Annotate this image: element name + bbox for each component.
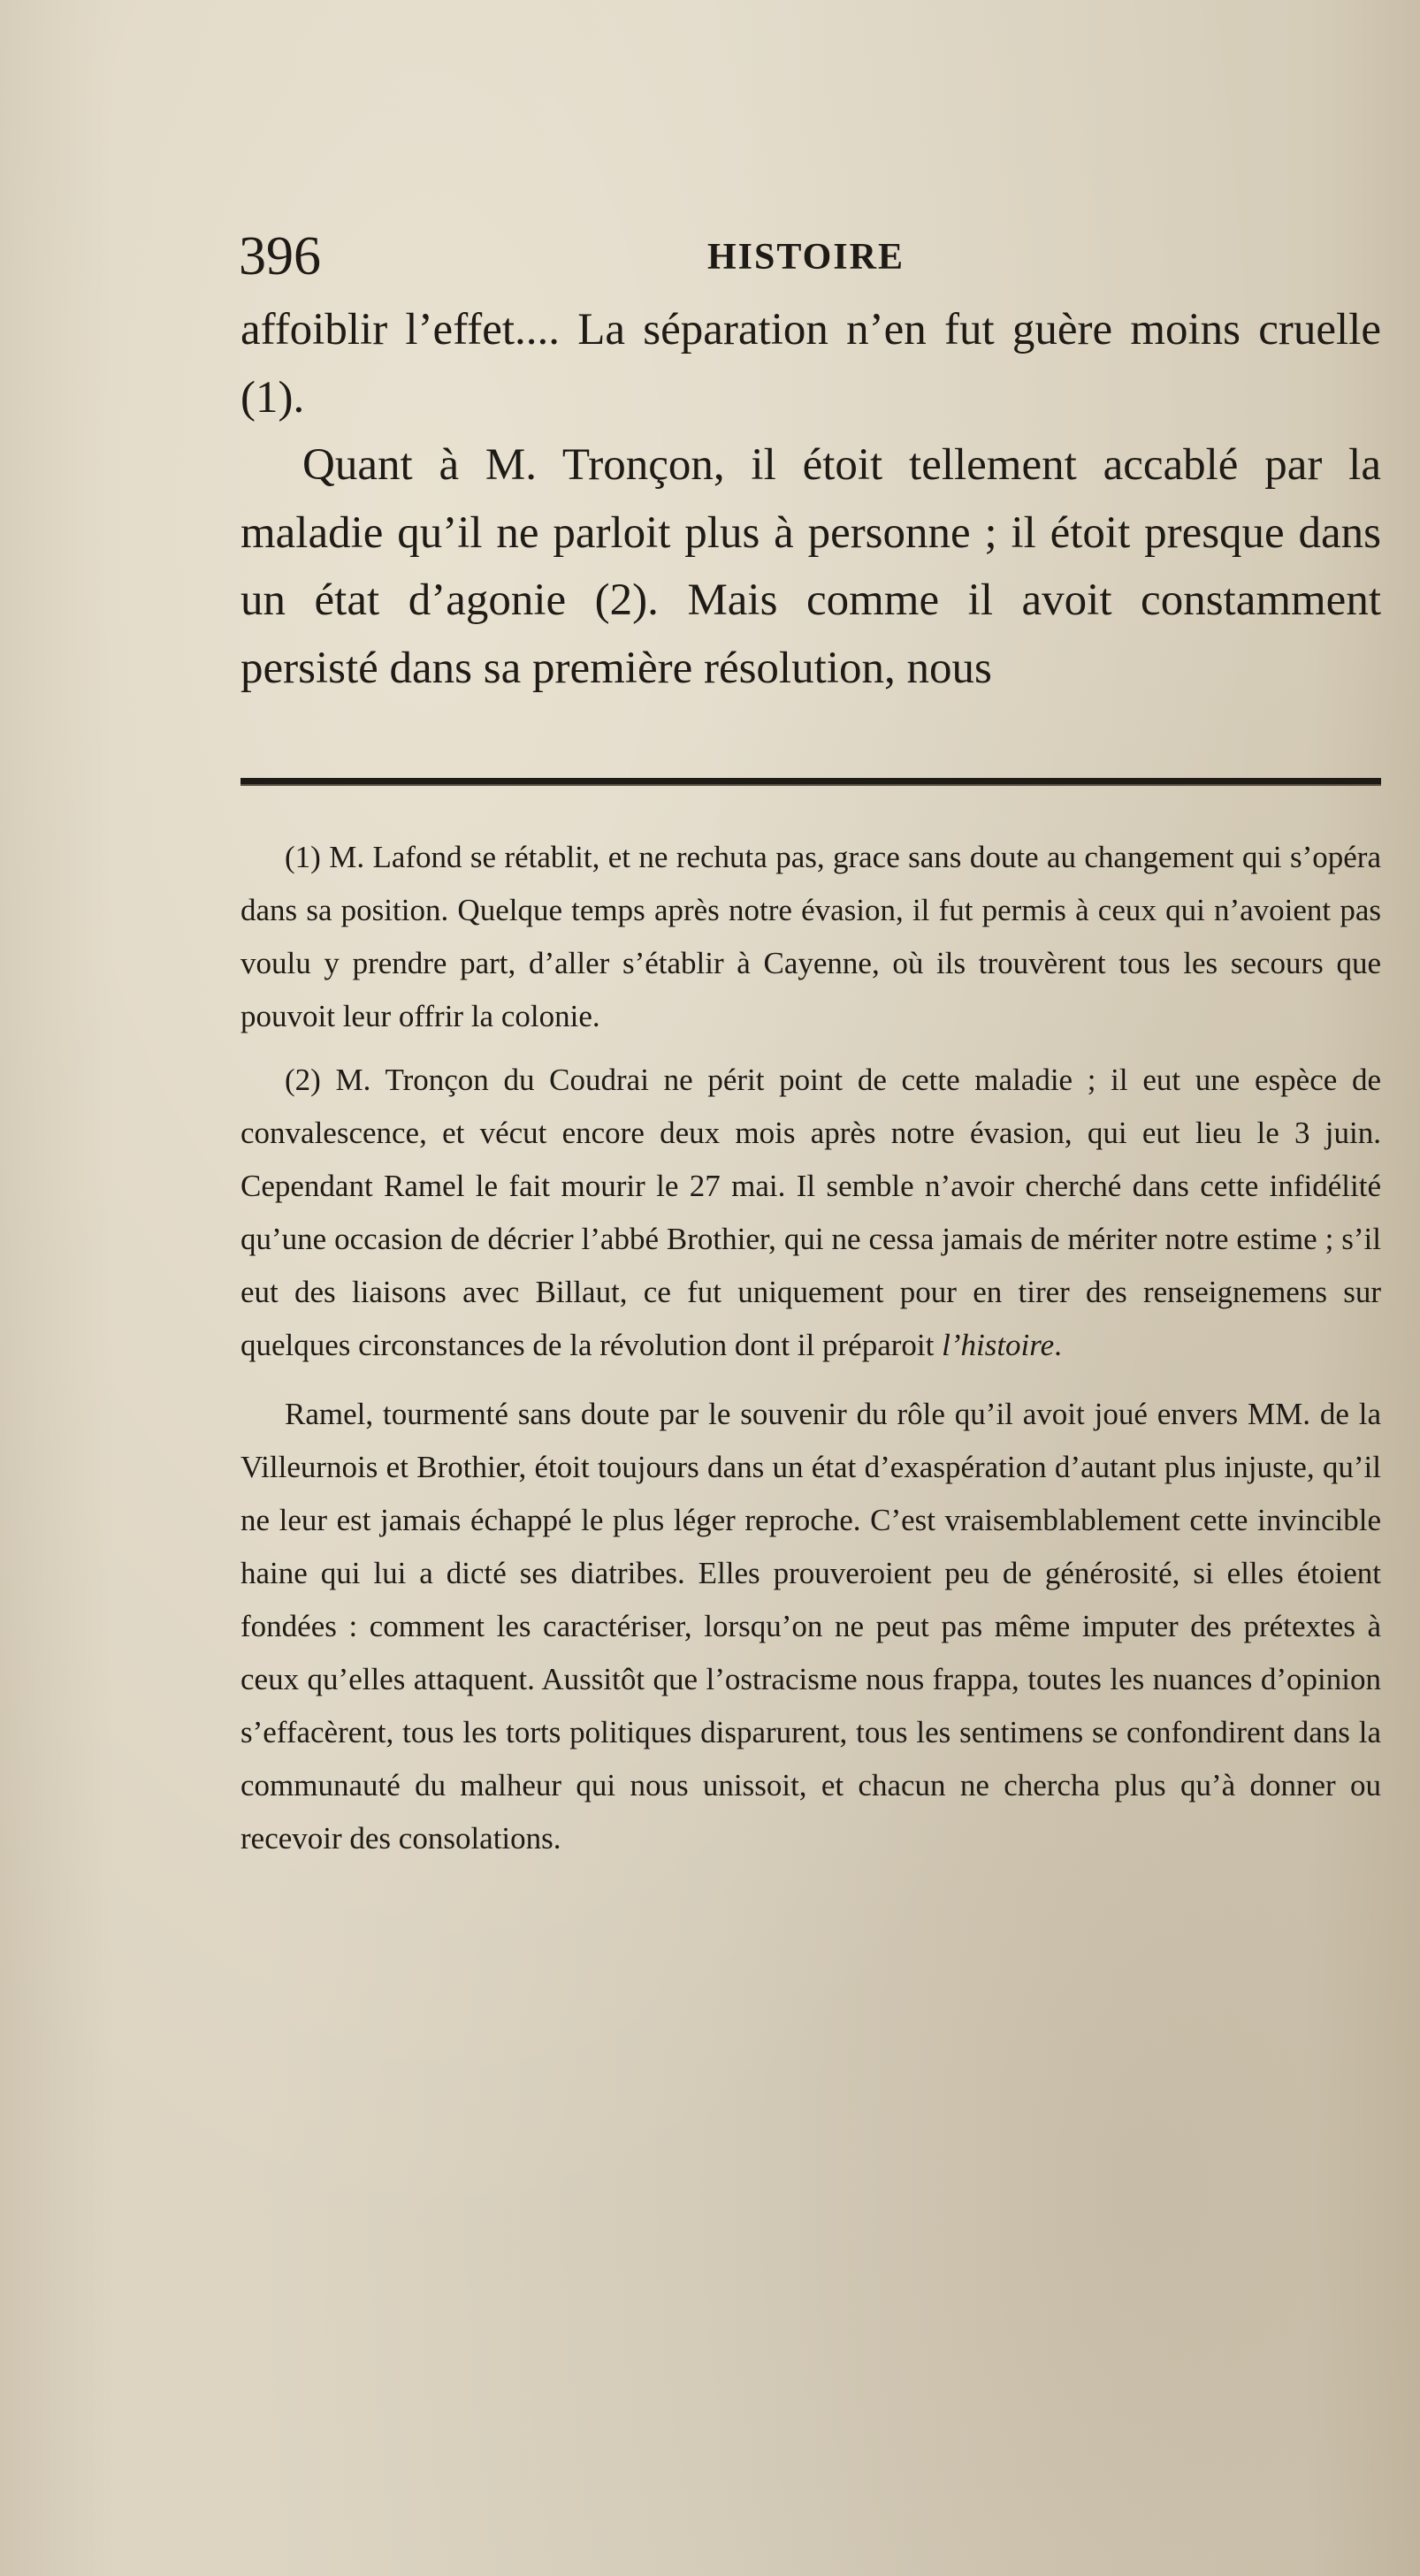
main-text-paragraph: Quant à M. Tronçon, il étoit tellement accablé par la maladie qu’il ne parloit plus à personne ; il étoit presque dans un état d’agonie (2). Mais comme il avoit constamment persisté dans sa première résolution, nous xyxy=(240,440,1381,693)
footnote-2 xyxy=(240,1054,1381,1372)
footnote-2-italic: l’histoire xyxy=(942,1328,1055,1362)
page-number: 396 xyxy=(239,226,321,286)
footnote-separator-rule xyxy=(240,778,1381,786)
footnote-continuation-ramel: Ramel, tourmenté sans doute par le souvenir du rôle qu’il avoit joué envers MM. de la Villeurnois et Brothier, étoit toujours dans un état d’exaspération d’autant plus injuste, qu’il ne leur est jamais échappé le plus léger reproche. C’est vraisemblablement cette invincible haine qui lui a dicté ses diatribes. Elles prouveroient peu de générosité, si elles étoient fondées : comment les caractériser, lorsqu’on ne peut pas même imputer des prétextes à ceux qu’elles attaquent. Aussitôt que l’ostracisme nous frappa, toutes les nuances d’opinion s’effacèrent, tous les torts politiques disparurent, tous les sentimens se confondirent dans la communauté du malheur qui nous unissoit, et chacun ne chercha plus qu’à donner ou recevoir des consolations. xyxy=(240,1397,1381,1856)
main-text-continuation: affoiblir l’effet.... La séparation n’en fut guère moins cruelle (1). xyxy=(240,305,1381,423)
running-title: HISTOIRE xyxy=(707,237,905,278)
footnote-2-end: . xyxy=(1054,1328,1062,1362)
page-header xyxy=(239,221,1379,292)
footnote-1: (1) M. Lafond se rétablit, et ne rechuta pas, grace sans doute au changement qui s’opéra dans sa position. Quelque temps après notre évasion, il fut permis à ceux qui n’avoient pas voulu y prendre part, d’aller s’établir à Cayenne, où ils trouvèrent tous les secours que pouvoit leur offrir la colonie. xyxy=(240,840,1381,1033)
footnotes xyxy=(240,831,1381,1876)
main-text xyxy=(240,296,1381,702)
footnote-2-text: (2) M. Tronçon du Coudrai ne périt point de cette maladie ; il eut une espèce de convalescence, et vécut encore deux mois après notre évasion, qui eut lieu le 3 juin. Cependant Ramel le fait mourir le 27 mai. Il semble n’avoir cherché dans cette infidélité qu’une occasion de décrier l’abbé Brothier, qui ne cessa jamais de mériter notre estime ; s’il eut des liaisons avec Billaut, ce fut uniquement pour en tirer des renseignemens sur quelques circonstances de la révolution dont il préparoit xyxy=(240,1063,1381,1362)
